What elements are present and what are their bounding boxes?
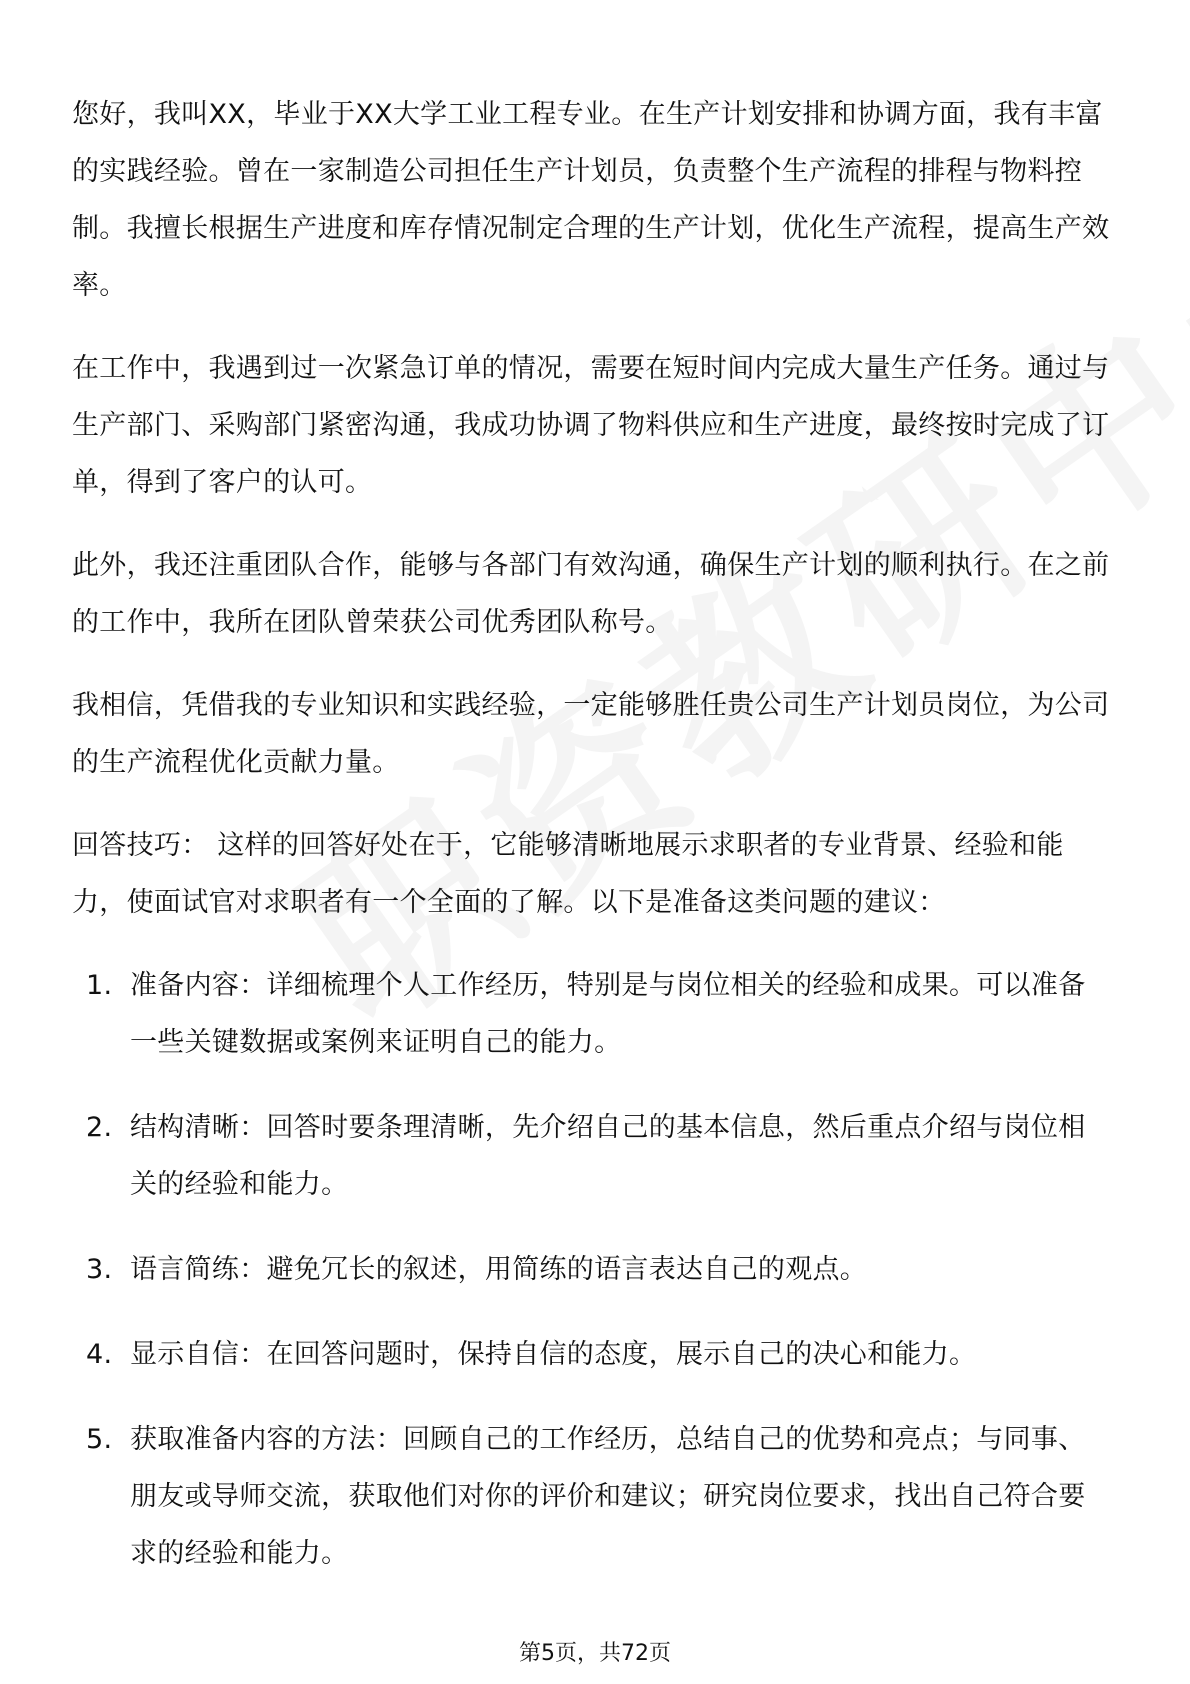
list-item <box>72 1411 1112 1582</box>
list-number: 2. <box>86 1112 113 1143</box>
list-item <box>72 957 1112 1071</box>
list-number: 4. <box>86 1339 113 1370</box>
list-item <box>72 1326 1112 1383</box>
answer-tips-paragraph: 回答技巧： 这样的回答好处在于，它能够清晰地展示求职者的专业背景、经验和能力，使面试官对求职者有一个全面的了解。以下是准备这类问题的建议： <box>72 830 1064 918</box>
list-item <box>72 1099 1112 1213</box>
closing-paragraph: 我相信，凭借我的专业知识和实践经验，一定能够胜任贵公司生产计划员岗位，为公司的生产流程优化贡献力量。 <box>72 690 1110 778</box>
list-number: 5. <box>86 1424 113 1455</box>
tips-list <box>72 957 1112 1582</box>
list-item <box>72 1241 1112 1298</box>
list-number: 1. <box>86 970 113 1001</box>
teamwork-paragraph: 此外，我还注重团队合作，能够与各部门有效沟通，确保生产计划的顺利执行。在之前的工作中，我所在团队曾荣获公司优秀团队称号。 <box>72 550 1110 638</box>
intro-paragraph: 您好，我叫XX，毕业于XX大学工业工程专业。在生产计划安排和协调方面，我有丰富的实践经验。曾在一家制造公司担任生产计划员，负责整个生产流程的排程与物料控制。我擅长根据生产进度和库存情况制定合理的生产计划，优化生产流程，提高生产效率。 <box>72 99 1110 301</box>
list-number: 3. <box>86 1254 113 1285</box>
page-number-footer: 第5页，共72页 <box>519 1641 671 1666</box>
list-item-text: 准备内容：详细梳理个人工作经历，特别是与岗位相关的经验和成果。可以准备一些关键数据或案例来证明自己的能力。 <box>130 970 1086 1058</box>
list-item-text: 结构清晰：回答时要条理清晰，先介绍自己的基本信息，然后重点介绍与岗位相关的经验和能力。 <box>130 1112 1086 1200</box>
list-item-text: 获取准备内容的方法：回顾自己的工作经历，总结自己的优势和亮点；与同事、朋友或导师交流，获取他们对你的评价和建议；研究岗位要求，找出自己符合要求的经验和能力。 <box>130 1424 1086 1569</box>
document-body <box>72 86 1112 1610</box>
experience-paragraph: 在工作中，我遇到过一次紧急订单的情况，需要在短时间内完成大量生产任务。通过与生产部门、采购部门紧密沟通，我成功协调了物料供应和生产进度，最终按时完成了订单，得到了客户的认可。 <box>72 353 1110 498</box>
list-item-text: 显示自信：在回答问题时，保持自信的态度，展示自己的决心和能力。 <box>130 1339 977 1370</box>
list-item-text: 语言简练：避免冗长的叙述，用简练的语言表达自己的观点。 <box>130 1254 868 1285</box>
